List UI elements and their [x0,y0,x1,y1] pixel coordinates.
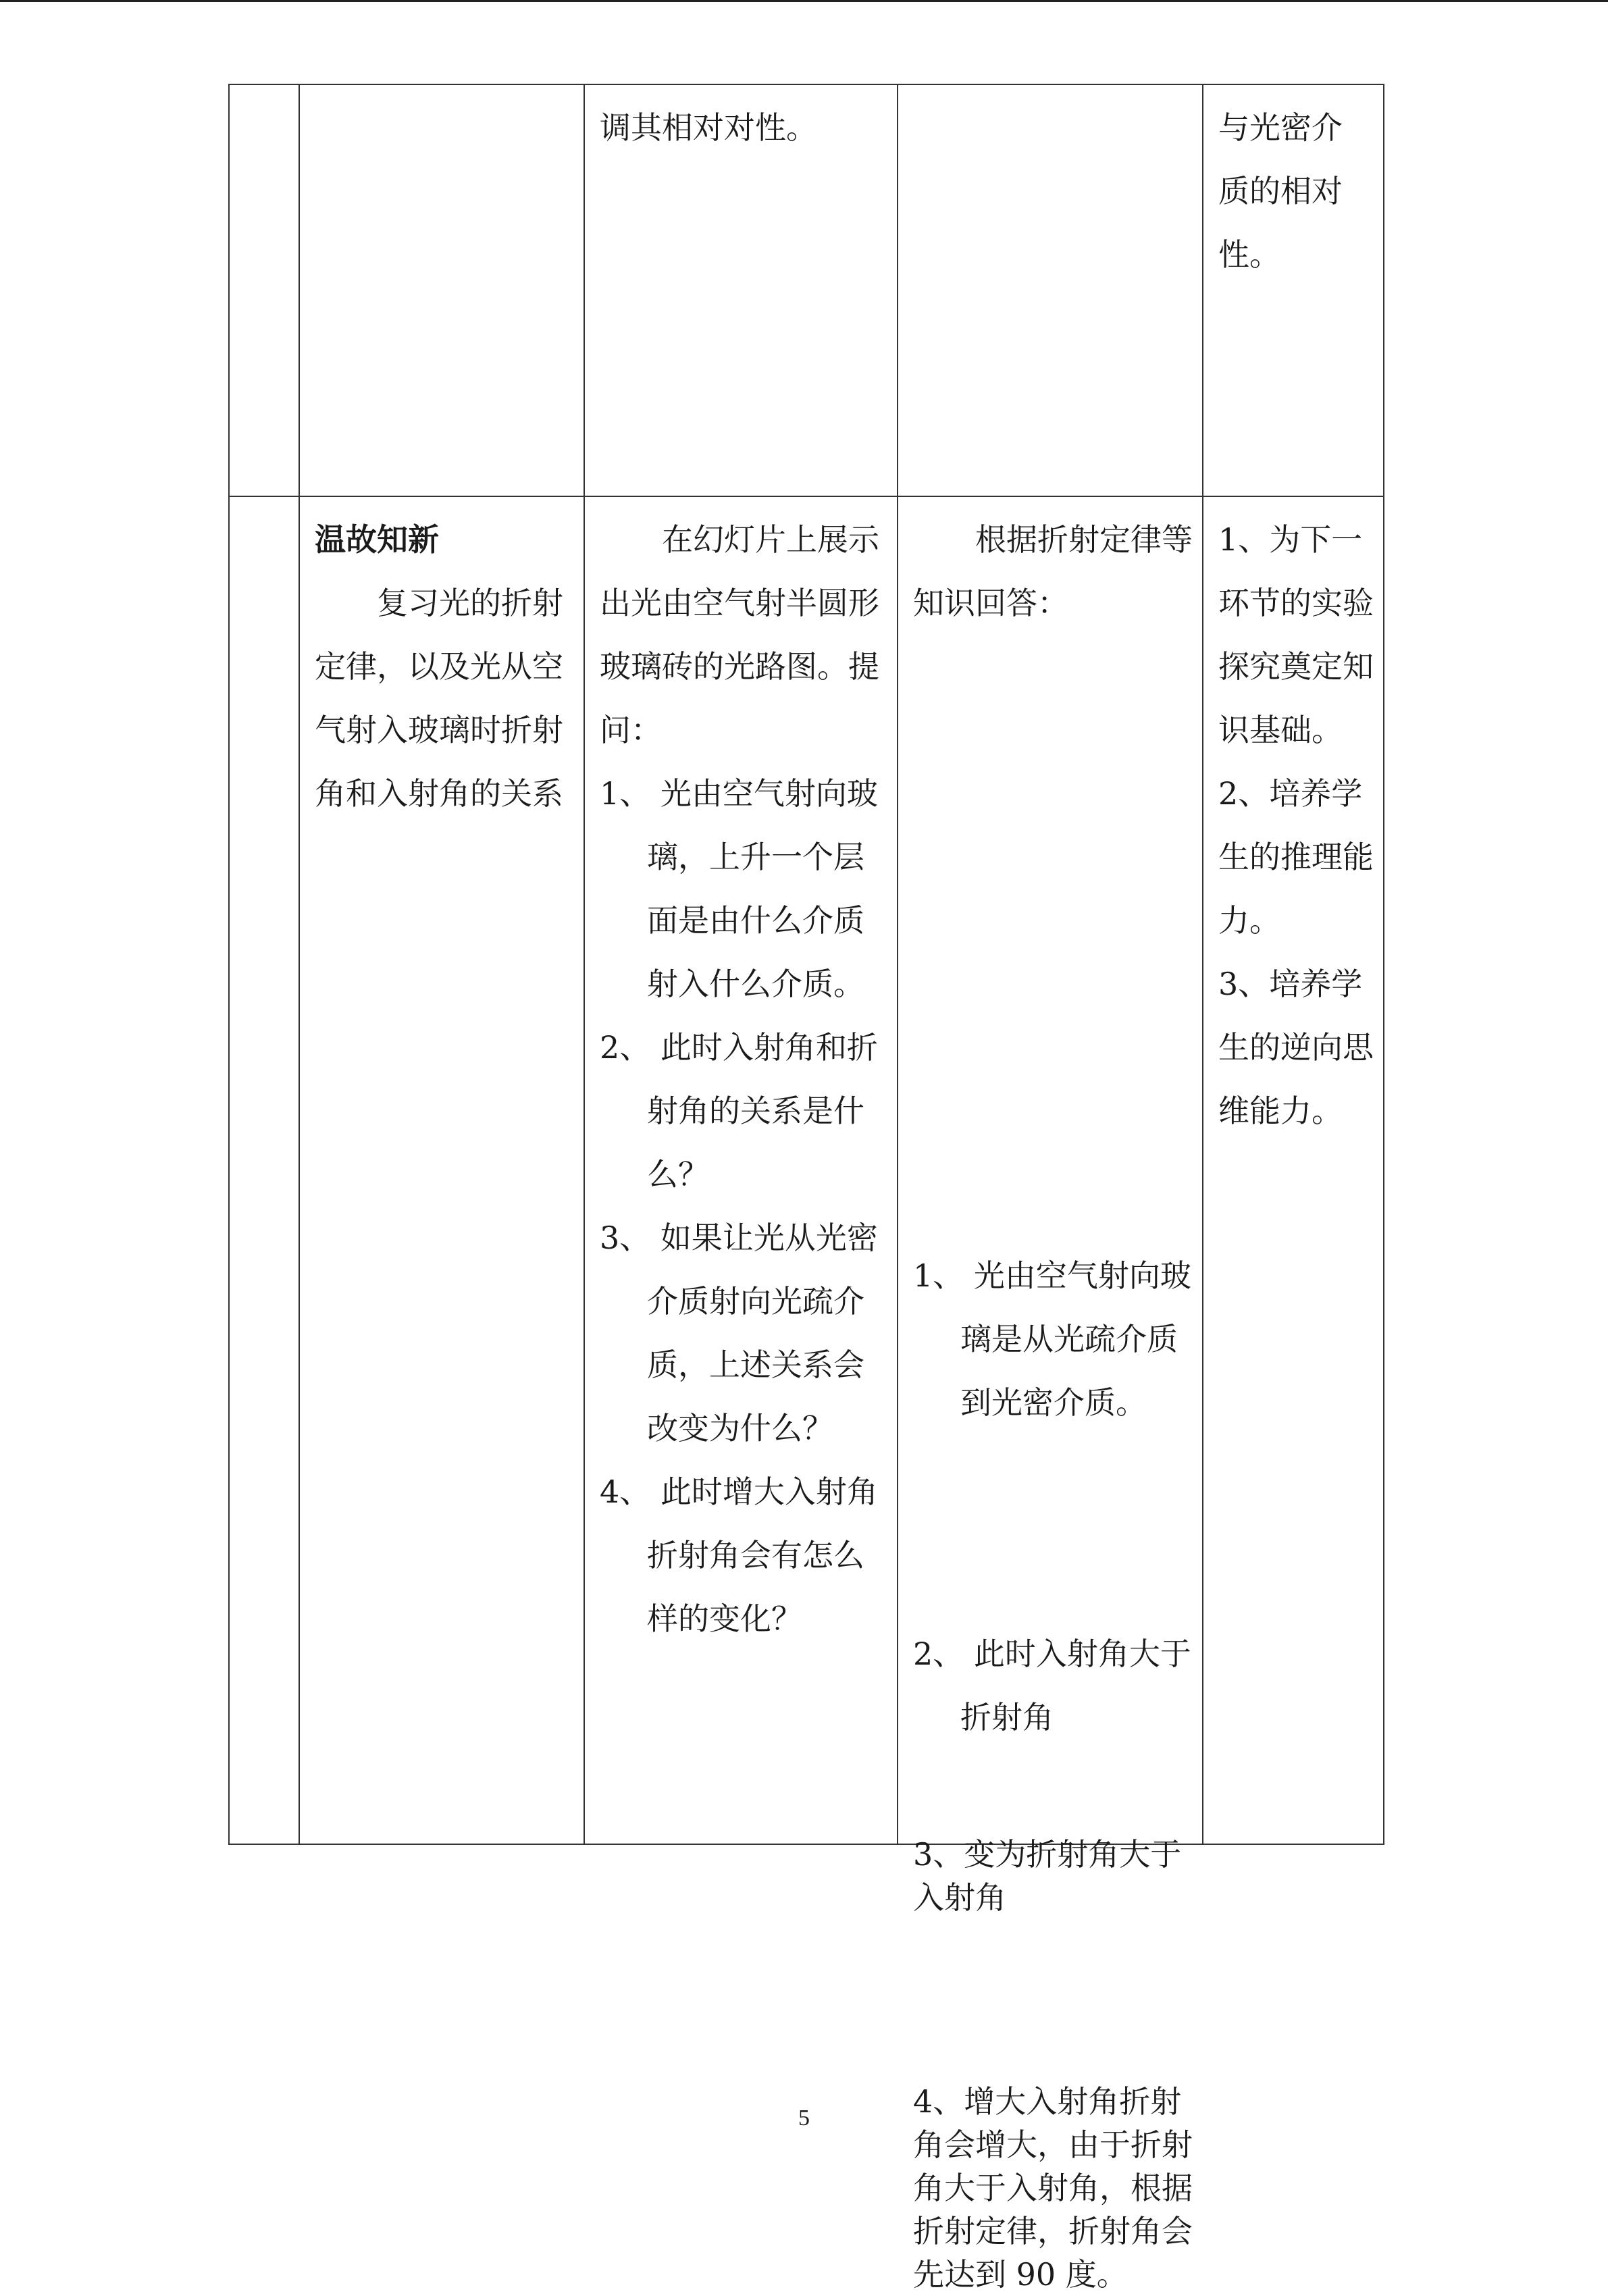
stage-cell [229,496,299,1844]
purpose-item: 1、为下一环节的实验探究奠定知识基础。 [1218,521,1374,748]
teacher-activity-text: 调其相对对性。 [600,109,817,146]
purpose-item: 3、培养学生的逆向思维能力。 [1218,966,1374,1129]
question-item: 4、 此时增大入射角折射角会有怎么样的变化？ [600,1473,878,1637]
teacher-activity-cell [584,84,898,496]
lesson-plan-table [228,84,1384,2293]
answer-item: 3、变为折射角大于入射角 [913,1836,1182,1916]
design-purpose-cell [1203,84,1384,496]
teacher-activity-cell [584,496,898,1844]
answer-item: 4、增大入射角折射角会增大，由于折射角大于入射角，根据折射定律，折射角会先达到 90 度。 [913,2083,1193,2293]
student-intro-text: 根据折射定律等知识回答： [913,521,1193,621]
design-purpose-text: 与光密介质的相对性。 [1218,109,1343,273]
content-cell [299,496,584,1844]
question-item: 2、 此时入射角和折射角的关系是什么？ [600,1029,878,1193]
answer-item: 2、 此时入射角大于折射角 [913,1636,1191,1736]
student-activity-cell [898,84,1203,496]
design-purpose-cell [1203,496,1384,1844]
student-activity-cell [898,496,1203,2293]
purpose-item: 2、培养学生的推理能力。 [1218,775,1374,939]
page-top-border [0,0,1608,2]
content-text: 复习光的折射定律，以及光从空气射入玻璃时折射角和入射角的关系 [315,585,563,812]
content-cell [299,84,584,496]
question-item: 3、 如果让光从光密介质射向光疏介质，上述关系会改变为什么？ [600,1220,878,1446]
stage-cell [229,84,299,496]
question-item: 1、 光由空气射向玻璃，上升一个层面是由什么介质射入什么介质。 [600,775,878,1002]
table-row [229,496,1384,1844]
answer-item: 1、 光由空气射向玻璃是从光疏介质到光密介质。 [913,1257,1191,1421]
table-row [229,84,1384,496]
teacher-intro-text: 在幻灯片上展示出光由空气射半圆形玻璃砖的光路图。提问： [600,521,879,748]
page-number: 5 [798,2106,810,2131]
section-heading: 温故知新 [315,521,439,558]
